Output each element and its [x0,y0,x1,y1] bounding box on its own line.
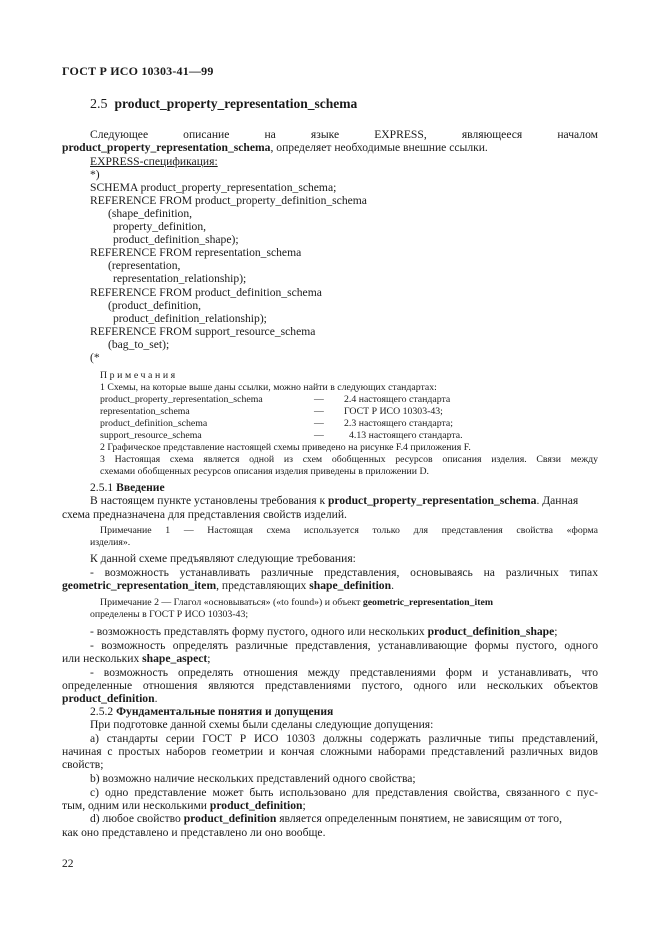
ref-schema: representation_schema [100,406,190,417]
ref-where: 2.4 настоящего стандарта [344,394,451,405]
intro-schema-name: product_property_representation_schema [62,141,271,154]
note-251-1-line-1: Примечание 1 — Настоящая схема используется только для представления свойства «форма [100,525,598,536]
code-line: (* [90,351,100,364]
ref-schema: product_property_representation_schema [100,394,263,405]
ref-where: ГОСТ Р ИСО 10303-43; [344,406,443,417]
assumption-c-line-2: тым, одним или несколькими product_definition; [62,799,306,812]
ref-where: 4.13 настоящего стандарта. [349,430,463,441]
ref-dash: — [314,430,324,441]
code-line: SCHEMA product_property_representation_schema; [90,181,337,194]
code-line: (bag_to_set); [108,338,170,351]
ref-dash: — [314,394,324,405]
express-spec-label: EXPRESS-спецификация: [90,155,218,168]
assumption-a-line-1: а) стандарты серии ГОСТ Р ИСО 10303 должны содержать различные типы представлений, [90,732,598,745]
note-3-line-2: схемами обобщенных ресурсов описания изделия приведены в приложении D. [100,466,429,477]
page-number: 22 [62,858,74,870]
note-251-2-line-2: определены в ГОСТ Р ИСО 10303-43; [90,609,249,620]
requirement-1-line-2: geometric_representation_item, представляющих shape_definition. [62,579,394,592]
code-line: product_definition_shape); [113,233,239,246]
intro-251-line-1: В настоящем пункте установлены требования к product_property_representation_schema. Данная [90,494,579,507]
requirement-2: - возможность представлять форму пустого, одного или нескольких product_definition_shape; [90,625,558,638]
ref-dash: — [314,406,324,417]
assumption-c-line-1: с) одно представление может быть использовано для представления свойства, связанного с пус- [90,786,598,799]
section-number: 2.5 [90,97,108,112]
requirement-1-line-1: - возможность устанавливать различные представления, основываясь на различных типах [90,566,598,579]
requirement-4-line-3: product_definition. [62,692,158,705]
ref-schema: product_definition_schema [100,418,208,429]
subsection-title: Введение [116,481,165,494]
subsection-2-5-1-heading: 2.5.1 Введение [90,481,165,494]
code-line: REFERENCE FROM product_property_definition_schema [90,194,367,207]
assumption-d-line-2: как оно представлено и представлено ли оно вообще. [62,826,326,839]
code-line: (product_definition, [108,299,202,312]
ref-dash: — [314,418,324,429]
intro-line-2-rest: , определяет необходимые внешние ссылки. [270,141,488,154]
intro-251-line-2: схема предназначена для представления свойств изделий. [62,508,347,521]
document-code-header: ГОСТ Р ИСО 10303-41—99 [62,64,214,78]
intro-line-2 [62,141,488,154]
note-251-1-line-2: изделия». [90,537,131,548]
code-line: REFERENCE FROM product_definition_schema [90,286,322,299]
ref-schema: support_resource_schema [100,430,202,441]
requirements-intro: К данной схеме предъявляют следующие требования: [90,552,356,565]
note-251-2-line-1: Примечание 2 — Глагол «основываться» («to found») и объект geometric_representation_item [100,597,494,608]
section-title [90,96,357,113]
notes-heading: Примечания [100,370,178,381]
requirement-4-line-2: определенные отношения являются представлениями пустого, одного или нескольких объектов [62,679,598,692]
code-line: REFERENCE FROM support_resource_schema [90,325,316,338]
assumption-d-line-1: d) любое свойство product_definition является определенным понятием, не зависящим от того, [90,812,562,825]
note-1: 1 Схемы, на которые выше даны ссылки, можно найти в следующих стандартах: [100,382,437,393]
code-line: representation_relationship); [113,272,247,285]
requirement-4-line-1: - возможность определять отношения между представлениями форм и устанавливать, что [90,666,598,679]
intro-line-1: Следующее описание на языке EXPRESS, являющееся началом [90,128,598,141]
code-line: *) [90,168,100,181]
code-line: (shape_definition, [108,207,193,220]
subsection-2-5-2-heading: 2.5.2 Фундаментальные понятия и допущения [90,705,334,718]
code-line: (representation, [108,259,181,272]
code-line: product_definition_relationship); [113,312,267,325]
code-line: REFERENCE FROM representation_schema [90,246,302,259]
requirement-3-line-2: или нескольких shape_aspect; [62,652,211,665]
ref-where: 2.3 настоящего стандарта; [344,418,453,429]
note-3-line-1: 3 Настоящая схема является одной из схем обобщенных ресурсов описания изделия. Связи между [100,454,598,465]
assumption-a-line-3: свойств; [62,758,104,771]
assumption-b: b) возможно наличие нескольких представлений одного свойства; [90,772,416,785]
section-name: product_property_representation_schema [114,96,358,111]
assumptions-intro: При подготовке данной схемы были сделаны следующие допущения: [90,718,434,731]
note-2: 2 Графическое представление настоящей схемы приведено на рисунке F.4 приложения F. [100,442,471,453]
subsection-title: Фундаментальные понятия и допущения [116,705,334,718]
requirement-3-line-1: - возможность определять различные представления, устанавливающие формы пустого, одного [90,639,598,652]
code-line: property_definition, [113,220,207,233]
assumption-a-line-2: начиная с простых наборов геометрии и кончая сложными наборами представлений различных видов [62,745,598,758]
